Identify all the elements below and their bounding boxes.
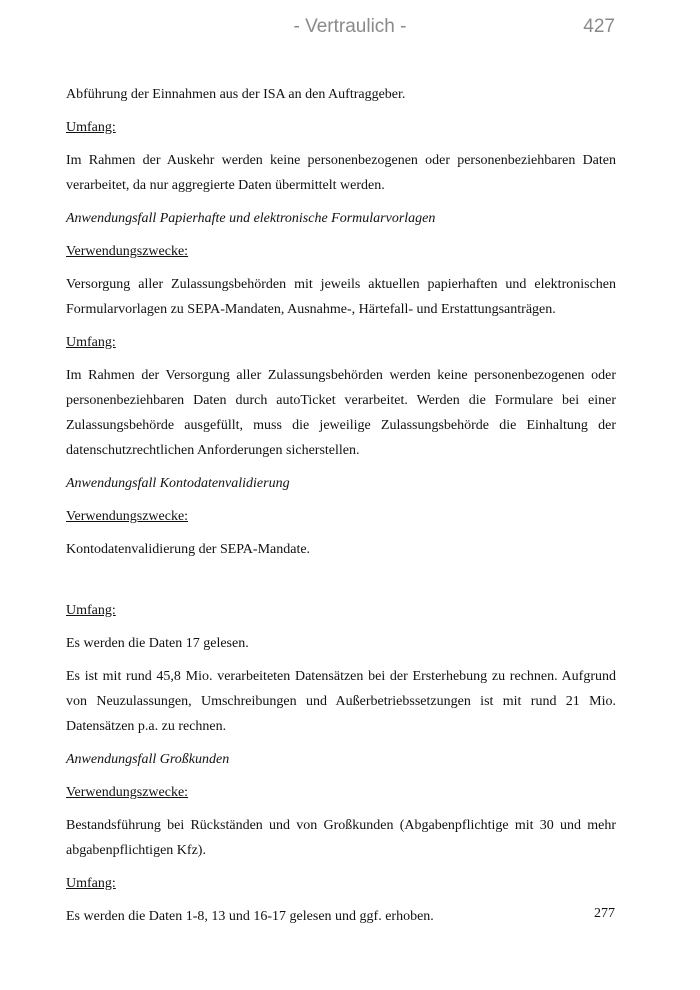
body-text <box>66 82 616 937</box>
paragraph: Im Rahmen der Auskehr werden keine personenbezogenen oder personenbeziehbaren Daten verarbeitet, da nur aggregierte Daten übermittelt werden. <box>66 153 616 193</box>
paragraph: Bestandsführung bei Rückständen und von Großkunden (Abgabenpflichtige mit 30 und mehr abgabenpflichtigen Kfz). <box>66 818 616 858</box>
section-heading-umfang: Umfang: <box>66 876 116 891</box>
paragraph: Es werden die Daten 17 gelesen. <box>66 636 249 651</box>
paragraph: Es werden die Daten 1-8, 13 und 16-17 gelesen und ggf. erhoben. <box>66 909 434 924</box>
case-heading-grosskunden: Anwendungsfall Großkunden <box>66 752 230 767</box>
header-page-number: 427 <box>583 16 615 37</box>
section-heading-verwendungszwecke: Verwendungszwecke: <box>66 785 189 800</box>
paragraph: Es ist mit rund 45,8 Mio. verarbeiteten Datensätzen bei der Ersterhebung zu rechnen. Aufgrund von Neuzulassungen, Umschreibungen und Außerbetriebssetzungen ist mit rund 21 Mio. Datensätzen p.a. zu rechnen. <box>66 669 616 734</box>
section-heading-umfang: Umfang: <box>66 603 116 618</box>
paragraph: Im Rahmen der Versorgung aller Zulassungsbehörden werden keine personenbezogenen oder personenbeziehbaren Daten durch autoTicket verarbeitet. Werden die Formulare bei einer Zulassungsbehörde ausgefüllt, muss die jeweilige Zulassungsbehörde die Einhaltung der datenschutzrechtlichen Anforderungen sicherstellen. <box>66 368 616 458</box>
paragraph: Versorgung aller Zulassungsbehörden mit jeweils aktuellen papierhaften und elektronischen Formularvorlagen zu SEPA-Mandaten, Ausnahme-, Härtefall- und Erstattungsanträgen. <box>66 277 616 317</box>
case-heading-kontodatenvalidierung: Anwendungsfall Kontodatenvalidierung <box>66 476 290 491</box>
paragraph: Kontodatenvalidierung der SEPA-Mandate. <box>66 542 311 557</box>
footer-page-number: 277 <box>594 906 615 921</box>
section-heading-verwendungszwecke: Verwendungszwecke: <box>66 509 189 524</box>
section-heading-verwendungszwecke: Verwendungszwecke: <box>66 244 189 259</box>
section-heading-umfang: Umfang: <box>66 120 116 135</box>
header-title: - Vertraulich - <box>293 16 407 37</box>
spacer <box>66 570 616 598</box>
section-heading-umfang: Umfang: <box>66 335 116 350</box>
paragraph: Abführung der Einnahmen aus der ISA an den Auftraggeber. <box>66 87 406 102</box>
case-heading-formularvorlagen: Anwendungsfall Papierhafte und elektronische Formularvorlagen <box>66 211 436 226</box>
